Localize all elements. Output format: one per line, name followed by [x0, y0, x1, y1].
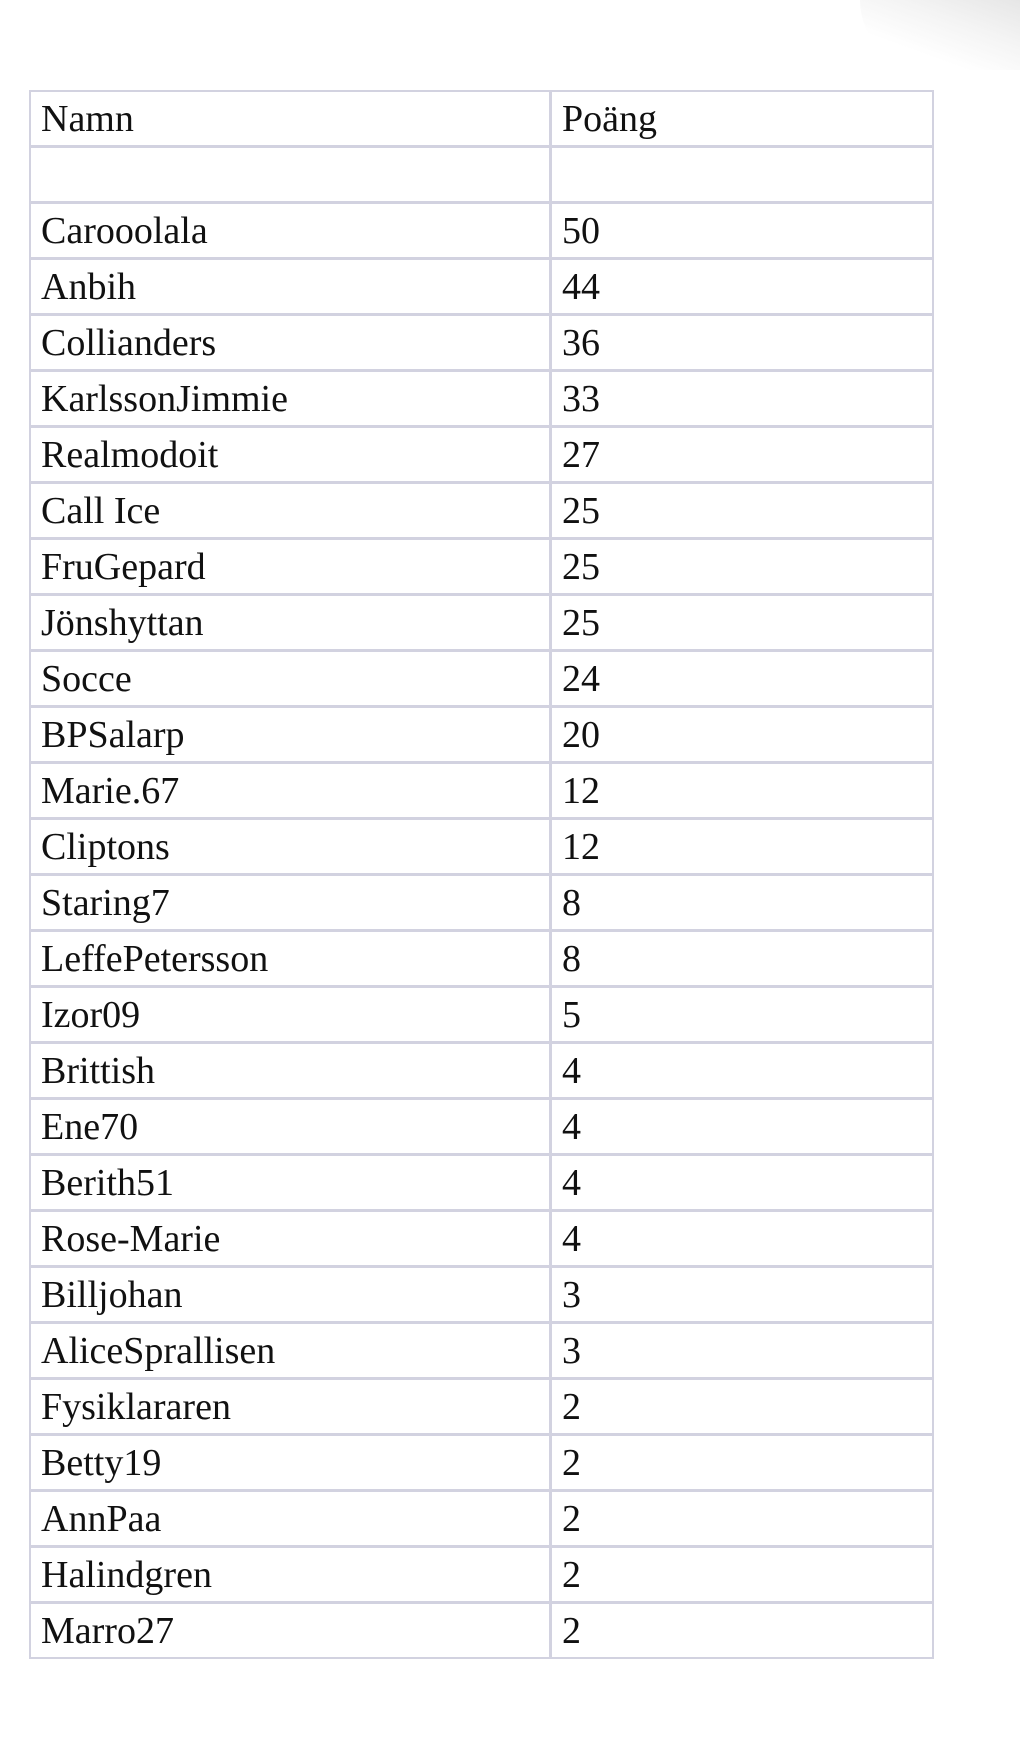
- table-row: [31, 316, 932, 372]
- table-row: [31, 764, 932, 820]
- cell-points: 4: [552, 1044, 932, 1100]
- cell-name: Collianders: [31, 316, 552, 372]
- cell-points: 36: [552, 316, 932, 372]
- table-row: [31, 1324, 932, 1380]
- table-row: [31, 540, 932, 596]
- table-row: [31, 932, 932, 988]
- cell-points: 4: [552, 1100, 932, 1156]
- cell-points: 4: [552, 1156, 932, 1212]
- cell-points: 8: [552, 932, 932, 988]
- table-row: [31, 1044, 932, 1100]
- table-row: [31, 1100, 932, 1156]
- table-row: [31, 708, 932, 764]
- cell-name: AnnPaa: [31, 1492, 552, 1548]
- cell-name: Halindgren: [31, 1548, 552, 1604]
- cell-points: 2: [552, 1436, 932, 1492]
- table-row: [31, 988, 932, 1044]
- cell-points: 24: [552, 652, 932, 708]
- cell-name: Izor09: [31, 988, 552, 1044]
- cell-points: 50: [552, 204, 932, 260]
- page-corner-shadow: [860, 0, 1020, 70]
- table-row: [31, 1492, 932, 1548]
- table-row: [31, 260, 932, 316]
- cell-name: BPSalarp: [31, 708, 552, 764]
- cell-name: Betty19: [31, 1436, 552, 1492]
- cell-name: Fysiklararen: [31, 1380, 552, 1436]
- table-row: [31, 1156, 932, 1212]
- table-row: [31, 1380, 932, 1436]
- cell-name: Marro27: [31, 1604, 552, 1657]
- cell-name: Carooolala: [31, 204, 552, 260]
- table-row: [31, 372, 932, 428]
- cell-points: 2: [552, 1380, 932, 1436]
- cell-points: 3: [552, 1324, 932, 1380]
- table-row: [31, 596, 932, 652]
- cell-points: 27: [552, 428, 932, 484]
- table-row: [31, 876, 932, 932]
- cell-points: 2: [552, 1548, 932, 1604]
- cell-name: Cliptons: [31, 820, 552, 876]
- table-row: [31, 1604, 932, 1657]
- table-row: [31, 1268, 932, 1324]
- header-row: [31, 92, 932, 148]
- column-header-name: Namn: [31, 92, 552, 148]
- cell-name: [31, 148, 552, 204]
- table-row: [31, 148, 932, 204]
- cell-points: 25: [552, 484, 932, 540]
- cell-name: Anbih: [31, 260, 552, 316]
- cell-points: 25: [552, 540, 932, 596]
- cell-name: Berith51: [31, 1156, 552, 1212]
- cell-points: 12: [552, 764, 932, 820]
- score-table-header: [31, 92, 932, 148]
- cell-points: 4: [552, 1212, 932, 1268]
- table-row: [31, 652, 932, 708]
- cell-points: 5: [552, 988, 932, 1044]
- cell-name: Billjohan: [31, 1268, 552, 1324]
- cell-points: 44: [552, 260, 932, 316]
- table-row: [31, 820, 932, 876]
- cell-points: [552, 148, 932, 204]
- cell-points: 20: [552, 708, 932, 764]
- cell-name: FruGepard: [31, 540, 552, 596]
- cell-name: LeffePetersson: [31, 932, 552, 988]
- table-row: [31, 484, 932, 540]
- table-row: [31, 1548, 932, 1604]
- cell-name: AliceSprallisen: [31, 1324, 552, 1380]
- cell-name: Marie.67: [31, 764, 552, 820]
- cell-name: Jönshyttan: [31, 596, 552, 652]
- table-row: [31, 1436, 932, 1492]
- cell-points: 3: [552, 1268, 932, 1324]
- score-table-body: [31, 148, 932, 1657]
- cell-points: 8: [552, 876, 932, 932]
- cell-name: Socce: [31, 652, 552, 708]
- column-header-points: Poäng: [552, 92, 932, 148]
- cell-points: 2: [552, 1492, 932, 1548]
- cell-name: Brittish: [31, 1044, 552, 1100]
- cell-name: Realmodoit: [31, 428, 552, 484]
- table-row: [31, 428, 932, 484]
- cell-points: 25: [552, 596, 932, 652]
- cell-points: 12: [552, 820, 932, 876]
- table-row: [31, 1212, 932, 1268]
- cell-name: Rose-Marie: [31, 1212, 552, 1268]
- cell-name: Call Ice: [31, 484, 552, 540]
- score-table: [29, 90, 934, 1659]
- cell-name: KarlssonJimmie: [31, 372, 552, 428]
- cell-points: 33: [552, 372, 932, 428]
- cell-name: Ene70: [31, 1100, 552, 1156]
- cell-points: 2: [562, 1609, 581, 1652]
- cell-name: Staring7: [31, 876, 552, 932]
- table-row: [31, 204, 932, 260]
